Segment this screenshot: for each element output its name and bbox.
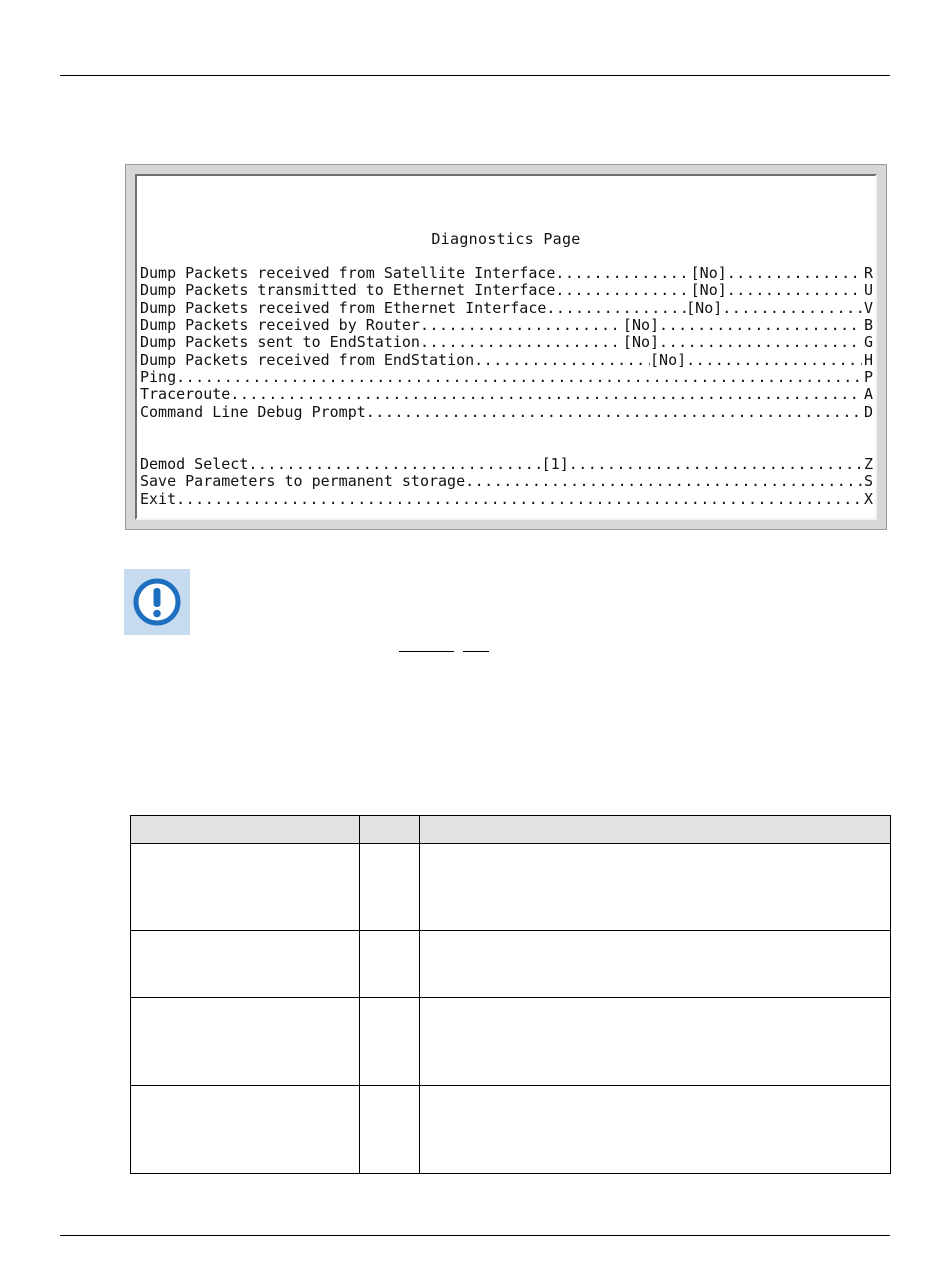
menu-item-debug-prompt[interactable]: Command Line Debug Prompt ..... D	[140, 403, 873, 420]
menu-item-exit[interactable]: Exit ..... X	[140, 490, 873, 507]
table-row	[131, 998, 891, 1086]
menu-key: S	[863, 472, 873, 491]
menu-item-save-parameters[interactable]: Save Parameters to permanent storage ..... S	[140, 472, 873, 489]
table-header-cell	[131, 816, 360, 844]
table-row	[131, 1086, 891, 1174]
menu-key: A	[863, 385, 873, 404]
menu-item-dump-router-rx[interactable]: Dump Packets received by Router ..... [No] ..... B	[140, 316, 873, 333]
menu-item-dump-endstation-tx[interactable]: Dump Packets sent to EndStation ..... [No] ..... G	[140, 333, 873, 350]
menu-key: Z	[863, 455, 873, 473]
menu-key: X	[863, 489, 873, 508]
exclamation-circle-icon	[124, 569, 190, 635]
note-underline	[463, 651, 489, 652]
menu-item-dump-ethernet-tx[interactable]: Dump Packets transmitted to Ethernet Interface ..... [No] ..... U	[140, 281, 873, 298]
table-cell	[131, 1086, 360, 1174]
header-rule	[60, 75, 890, 76]
menu-key: D	[863, 402, 873, 421]
table-cell	[360, 998, 420, 1086]
table-cell	[131, 998, 360, 1086]
diagnostics-menu	[140, 264, 873, 420]
info-table	[130, 815, 891, 1174]
table-header-row	[131, 816, 891, 844]
terminal-screen	[135, 174, 877, 520]
table-cell	[360, 844, 420, 931]
table-cell	[131, 844, 360, 931]
menu-item-demod-select[interactable]: Demod Select ..... [1] ..... Z	[140, 455, 873, 472]
table-row	[131, 931, 891, 998]
menu-key: B	[863, 316, 873, 335]
menu-key: V	[863, 298, 874, 317]
terminal-window	[125, 164, 887, 530]
menu-key: R	[863, 264, 874, 282]
footer-rule	[60, 1235, 890, 1236]
table-cell	[131, 931, 360, 998]
table-cell	[420, 844, 891, 931]
menu-item-ping[interactable]: Ping ..... P	[140, 368, 873, 385]
table-cell	[360, 1086, 420, 1174]
table-row	[131, 844, 891, 931]
table-cell	[360, 931, 420, 998]
table-cell	[420, 1086, 891, 1174]
table-header-cell	[360, 816, 420, 844]
settings-menu	[140, 455, 873, 507]
menu-item-dump-endstation-rx[interactable]: Dump Packets received from EndStation ..... [No] ..... H	[140, 351, 873, 368]
menu-item-dump-ethernet-rx[interactable]: Dump Packets received from Ethernet Interface ..... [No] ..... V	[140, 299, 873, 316]
table-header-cell	[420, 816, 891, 844]
menu-item-traceroute[interactable]: Traceroute ..... A	[140, 385, 873, 402]
table-cell	[420, 931, 891, 998]
table-cell	[420, 998, 891, 1086]
menu-key: U	[863, 281, 874, 300]
menu-key: H	[863, 350, 874, 369]
menu-item-dump-satellite-rx[interactable]: Dump Packets received from Satellite Interface ..... [No] ..... R	[140, 264, 873, 281]
menu-key: G	[863, 333, 873, 352]
terminal-title: Diagnostics Page	[431, 230, 581, 248]
menu-key: P	[863, 368, 873, 387]
note-underline	[399, 651, 454, 652]
